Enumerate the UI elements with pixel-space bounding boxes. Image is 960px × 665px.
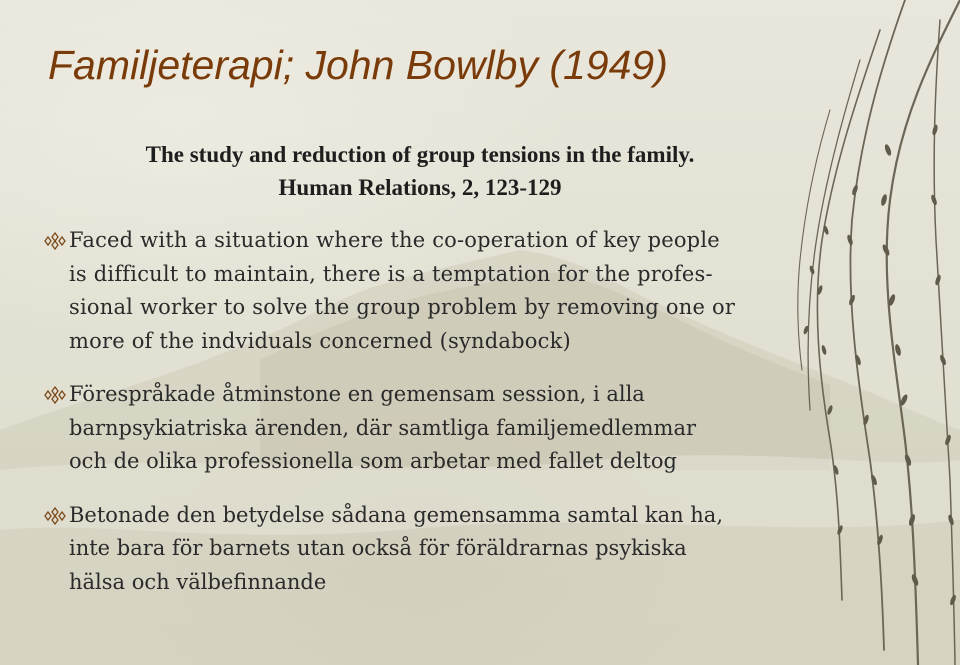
bullet-1-line-1: Faced with a situation where the co-operation of key people <box>69 228 720 252</box>
bullet-1-line-4: more of the indviduals concerned (syndabock) <box>69 328 571 353</box>
bullet-2-line-1: Förespråkade åtminstone en gemensam session, i alla <box>69 382 645 406</box>
reference-line-2: Human Relations, 2, 123-129 <box>278 175 562 200</box>
bullet-list <box>44 224 804 599</box>
bullet-item-2 <box>44 378 804 479</box>
bullet-1-line-2: is difficult to maintain, there is a temptation for the profes- <box>69 261 713 286</box>
bullet-3-line-1: Betonade den betydelse sådana gemensamma samtal kan ha, <box>69 502 724 527</box>
reference-line-1: The study and reduction of group tensions in the family. <box>145 142 695 167</box>
slide-title: Familjeterapi; John Bowlby (1949) <box>48 42 668 88</box>
bullet-3-line-2: inte bara för barnets utan också för föräldrarnas psykiska <box>69 536 687 560</box>
bullet-1-line-3: sional worker to solve the group problem by removing one or <box>69 295 736 319</box>
bullet-2-line-3: och de olika professionella som arbetar med fallet deltog <box>69 449 677 473</box>
bullet-item-3 <box>44 499 804 600</box>
bullet-2-line-2: barnpsykiatriska ärenden, där samtliga familjemedlemmar <box>69 415 697 440</box>
diamond-bullet-icon <box>44 386 66 404</box>
bullet-3-line-3: hälsa och välbefinnande <box>69 569 327 594</box>
diamond-bullet-icon <box>44 232 66 250</box>
reference-citation <box>40 138 800 204</box>
bullet-item-1 <box>44 224 804 358</box>
diamond-bullet-icon <box>44 507 66 525</box>
